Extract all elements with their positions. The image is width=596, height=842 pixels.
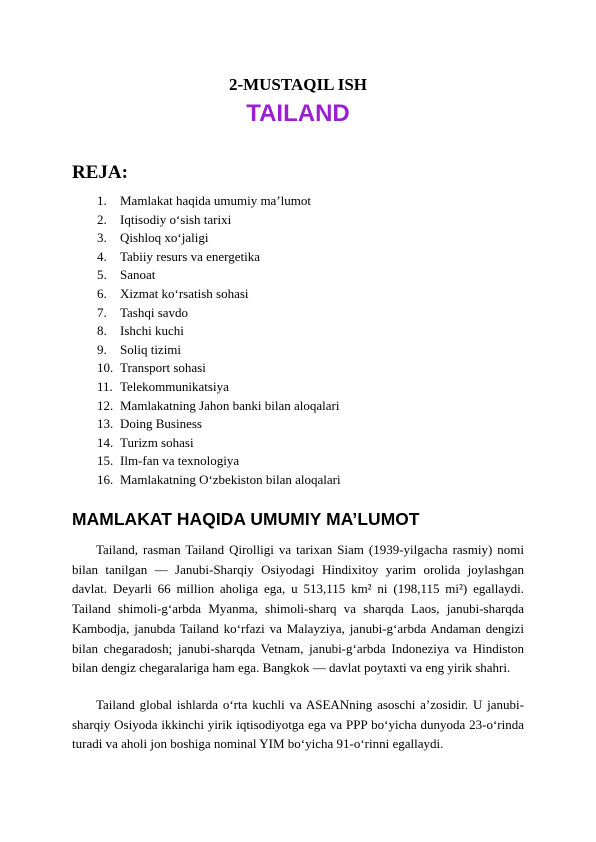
plan-item <box>97 266 341 285</box>
plan-item-text: Mamlakat haqida umumiy ma’lumot <box>120 193 311 208</box>
plan-list <box>97 192 341 490</box>
plan-item-text: Sanoat <box>120 267 156 283</box>
body-paragraph: Tailand global ishlarda o‘rta kuchli va ASEANning asoschi a’zosidir. U janubi-sharqiy Osiyoda ikkinchi yirik iqtisodiyotga ega va PPP bo‘yicha dunyoda 23-o‘rinda turadi va aholi jon boshiga nominal YIM bo‘yicha 91-o‘rinni egallaydi. <box>72 697 524 752</box>
plan-item <box>97 304 341 323</box>
body-paragraph: Tailand, rasman Tailand Qirolligi va tarixan Siam (1939-yilgacha rasmiy) nomi bilan tanilgan — Janubi-Sharqiy Osiyodagi Hindixitoy yarim orolida joylashgan davlat. Deyarli 66 million aholiga ega, u 513,115 km² ni (198,115 mi²) egallaydi. Tailand shimoli-g‘arbda Myanma, shimoli-sharq va sharqda Laos, janubi-sharqda Kambodja, janubda Tailand ko‘rfazi va Malayziya, janubi-g‘arbda Andaman dengizi bilan chegaradosh; janubi-sharqda Vetnam, janubi-g‘arbda Indoneziya va Hindiston bilan dengiz chegaralariga ham ega. Bangkok — davlat poytaxti va eng yirik shahri. <box>72 542 524 676</box>
plan-item-text: Doing Business <box>120 416 202 432</box>
plan-item-number: 14. <box>97 434 114 450</box>
plan-item-number: 10. <box>97 360 114 376</box>
plan-item-text: Ilm-fan va texnologiya <box>120 453 240 469</box>
plan-item-text: Transport sohasi <box>120 360 206 376</box>
plan-item <box>97 452 341 471</box>
plan-item-text: Qishloq xo‘jaligi <box>120 230 209 246</box>
plan-item-number: 2. <box>97 211 107 227</box>
plan-item <box>97 192 341 211</box>
plan-item <box>97 471 341 490</box>
plan-item-number: 7. <box>97 304 107 320</box>
plan-item <box>97 359 341 378</box>
plan-item-text: Mamlakatning O‘zbekiston bilan aloqalari <box>120 471 341 487</box>
plan-item <box>97 248 341 267</box>
plan-item-number: 3. <box>97 230 107 246</box>
plan-item <box>97 285 341 304</box>
plan-item <box>97 229 341 248</box>
plan-item-number: 8. <box>97 323 107 339</box>
plan-item <box>97 322 341 341</box>
plan-item-number: 1. <box>97 193 107 208</box>
plan-item-number: 5. <box>97 267 107 283</box>
plan-item-number: 6. <box>97 285 107 301</box>
plan-item-text: Soliq tizimi <box>120 341 182 357</box>
plan-item-number: 15. <box>97 453 114 469</box>
plan-item <box>97 397 341 416</box>
plan-item-number: 12. <box>97 397 114 413</box>
plan-item-number: 16. <box>97 471 114 487</box>
document-title: TAILAND <box>246 100 350 127</box>
assignment-subtitle: 2-MUSTAQIL ISH <box>228 75 368 94</box>
plan-item <box>97 378 341 397</box>
plan-item-text: Telekommunikatsiya <box>120 378 229 394</box>
plan-item-text: Iqtisodiy o‘sish tarixi <box>120 211 232 227</box>
plan-item-number: 4. <box>97 248 107 264</box>
plan-item-text: Ishchi kuchi <box>120 323 184 339</box>
plan-item-text: Xizmat ko‘rsatish sohasi <box>120 285 249 301</box>
plan-item-text: Tabiiy resurs va energetika <box>120 248 260 264</box>
plan-item-number: 9. <box>97 341 107 357</box>
plan-item <box>97 211 341 230</box>
plan-item-text: Mamlakatning Jahon banki bilan aloqalari <box>120 397 340 413</box>
section-heading: MAMLAKAT HAQIDA UMUMIY MA’LUMOT <box>72 509 420 529</box>
plan-item-number: 11. <box>97 378 113 394</box>
plan-item <box>97 434 341 453</box>
plan-item-text: Turizm sohasi <box>120 434 194 450</box>
plan-item <box>97 415 341 434</box>
plan-item-number: 13. <box>97 416 114 432</box>
plan-item <box>97 341 341 360</box>
plan-item-text: Tashqi savdo <box>120 304 189 320</box>
plan-heading: REJA: <box>72 162 128 183</box>
